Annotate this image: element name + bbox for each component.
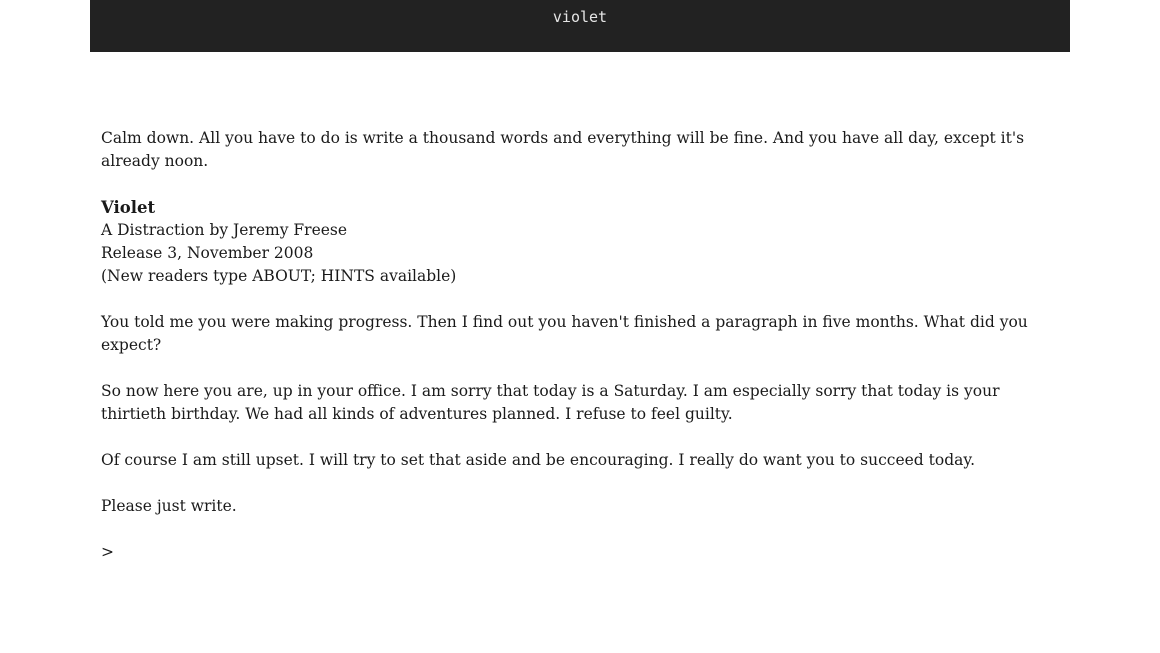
story-transcript — [101, 127, 1031, 564]
game-title: violet — [552, 8, 608, 26]
story-paragraph: You told me you were making progress. Then I find out you haven't finished a paragraph in five months. What did you expect? — [101, 313, 1028, 354]
banner-release: Release 3, November 2008 — [101, 244, 314, 262]
game-banner — [101, 196, 1031, 288]
intro-paragraph: Calm down. All you have to do is write a thousand words and everything will be fine. And you have all day, except it's already noon. — [101, 129, 1025, 170]
prompt-symbol: > — [101, 543, 114, 561]
banner-byline: A Distraction by Jeremy Freese — [101, 221, 348, 239]
story-paragraph: Of course I am still upset. I will try to set that aside and be encouraging. I really do want you to succeed today. — [101, 451, 975, 469]
status-bar — [90, 0, 1070, 52]
command-prompt — [101, 541, 1031, 564]
command-input[interactable] — [120, 544, 920, 562]
story-paragraph: Please just write. — [101, 497, 237, 515]
story-paragraph: So now here you are, up in your office. I am sorry that today is a Saturday. I am especially sorry that today is your thirtieth birthday. We had all kinds of adventures planned. I refuse to feel guilty. — [101, 382, 1000, 423]
banner-note: (New readers type ABOUT; HINTS available) — [101, 267, 457, 285]
banner-title: Violet — [101, 198, 156, 217]
